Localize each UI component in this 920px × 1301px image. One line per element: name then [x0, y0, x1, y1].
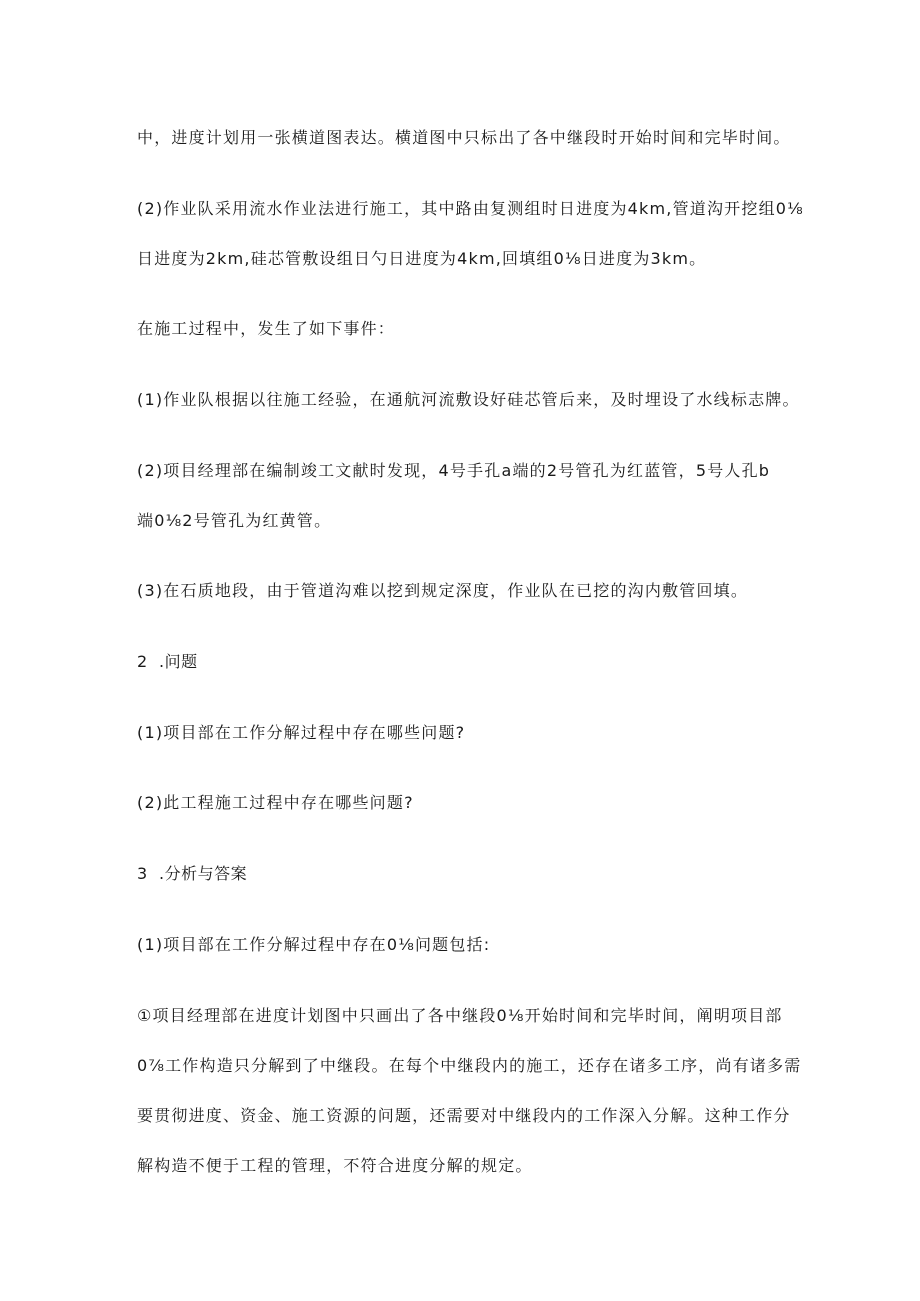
event-line: (3)在石质地段，由于管道沟难以挖到规定深度，作业队在已挖的沟内敷管回填。: [137, 581, 749, 600]
event-line: (1)作业队根据以往施工经验，在通航河流敷设好硅芯管后来，及时埋设了水线标志牌。: [137, 390, 800, 409]
question-line: (2)此工程施工过程中存在哪些问题?: [137, 793, 414, 812]
answer-line: (1)项目部在工作分解过程中存在0⅛问题包括:: [137, 935, 491, 954]
section-title: .分析与答案: [159, 864, 248, 883]
section-number: 2: [137, 652, 148, 671]
answer-line: 0⅞工作构造只分解到了中继段。在每个中继段内的施工，还存在诸多工序，尚有诸多需: [137, 1056, 802, 1075]
paragraph-line: 在施工过程中，发生了如下事件：: [137, 319, 396, 338]
event-line: (2)项目经理部在编制竣工文献时发现，4号手孔a端的2号管孔为红蓝管，5号人孔b: [137, 461, 771, 480]
question-line: (1)项目部在工作分解过程中存在哪些问题?: [137, 723, 466, 742]
answer-line: 解构造不便于工程的管理，不符合进度分解的规定。: [137, 1156, 533, 1175]
section-number: 3: [137, 864, 148, 883]
paragraph-line: (2)作业队采用流水作业法进行施工，其中路由复测组时日进度为4km,管道沟开挖组0⅛: [137, 199, 804, 218]
paragraph-line: 中，进度计划用一张横道图表达。横道图中只标出了各中继段时开始时间和完毕时间。: [137, 128, 791, 147]
section-title: .问题: [159, 652, 198, 671]
section-heading-questions: [137, 651, 198, 673]
answer-line: 要贯彻进度、资金、施工资源的问题，还需要对中继段内的工作深入分解。这种工作分: [137, 1106, 791, 1125]
event-line: 端0⅛2号管孔为红黄管。: [137, 511, 332, 530]
section-heading-answers: [137, 863, 247, 885]
answer-line: ①项目经理部在进度计划图中只画出了各中继段0⅛开始时间和完毕时间，阐明项目部: [137, 1006, 783, 1025]
paragraph-line: 日进度为2km,硅芯管敷设组日勺日进度为4km,回填组0⅛日进度为3km。: [137, 249, 707, 268]
